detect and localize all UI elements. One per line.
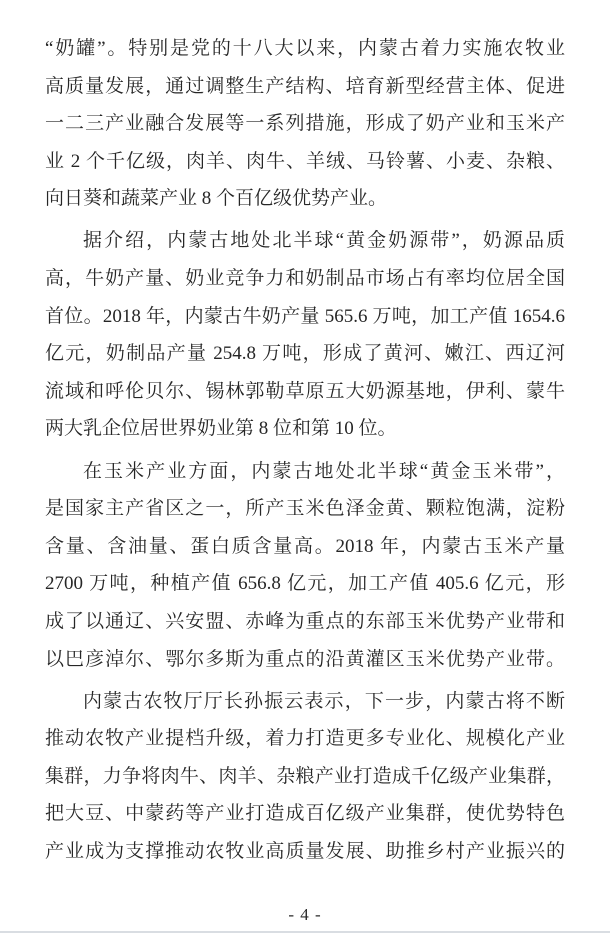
- text-line: 2700 万吨，种植产值 656.8 亿元，加工产值 405.6 亿元，形: [45, 573, 565, 595]
- text-line: 成了以通辽、兴安盟、赤峰为重点的东部玉米优势产业带和: [45, 610, 565, 632]
- text-line: 以巴彦淖尔、鄂尔多斯为重点的沿黄灌区玉米优势产业带。: [45, 648, 565, 670]
- text-line: 含量、含油量、蛋白质含量高。2018 年，内蒙古玉米产量: [45, 535, 565, 557]
- page-number: - 4 -: [288, 905, 322, 924]
- paragraph-3: [45, 453, 565, 679]
- text-line: 内蒙古农牧厅厅长孙振云表示，下一步，内蒙古将不断: [83, 690, 565, 712]
- text-line: 推动农牧产业提档升级，着力打造更多专业化、规模化产业: [45, 728, 565, 750]
- text-line: 高质量发展，通过调整生产结构、培育新型经营主体、促进: [45, 75, 565, 97]
- text-line: 据介绍，内蒙古地处北半球“黄金奶源带”，奶源品质: [83, 230, 565, 252]
- text-line: 一二三产业融合发展等一系列措施，形成了奶产业和玉米产: [45, 113, 565, 135]
- text-line: 集群，力争将肉牛、肉羊、杂粮产业打造成千亿级产业集群，: [45, 765, 565, 787]
- text-line: 流域和呼伦贝尔、锡林郭勒草原五大奶源基地，伊利、蒙牛: [45, 380, 565, 402]
- text-line: 把大豆、中蒙药等产业打造成百亿级产业集群，使优势特色: [45, 803, 565, 825]
- text-line: 在玉米产业方面，内蒙古地处北半球“黄金玉米带”，: [83, 460, 565, 482]
- text-line: 产业成为支撑推动农牧业高质量发展、助推乡村产业振兴的: [45, 840, 565, 862]
- document-body: [45, 30, 565, 875]
- text-line: 两大乳企位居世界奶业第 8 位和第 10 位。: [45, 418, 397, 440]
- text-line: 亿元，奶制品产量 254.8 万吨，形成了黄河、嫩江、西辽河: [45, 343, 565, 365]
- text-line: “奶罐”。特别是党的十八大以来，内蒙古着力实施农牧业: [45, 38, 565, 59]
- paragraph-4: [45, 683, 565, 871]
- text-line: 是国家主产省区之一，所产玉米色泽金黄、颗粒饱满，淀粉: [45, 498, 565, 520]
- paragraph-2: [45, 222, 565, 448]
- text-line: 业 2 个千亿级，肉羊、肉牛、羊绒、马铃薯、小麦、杂粮、: [45, 150, 565, 172]
- text-line: 向日葵和蔬菜产业 8 个百亿级优势产业。: [45, 188, 388, 210]
- paragraph-1: [45, 30, 565, 218]
- text-line: 高，牛奶产量、奶业竞争力和奶制品市场占有率均位居全国: [45, 268, 565, 290]
- text-line: 首位。2018 年，内蒙古牛奶产量 565.6 万吨，加工产值 1654.6: [45, 305, 565, 327]
